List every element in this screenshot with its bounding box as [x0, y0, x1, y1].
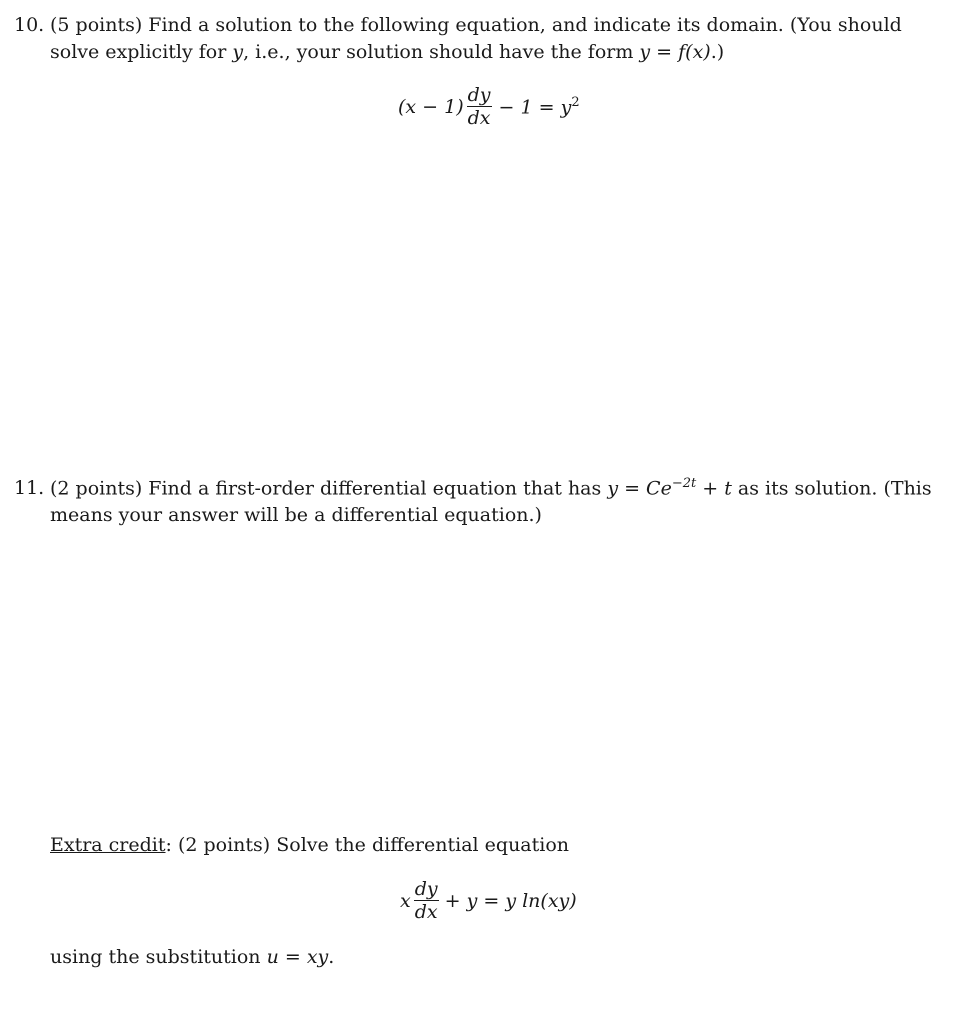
extra-credit-text — [14, 832, 934, 859]
extra-credit-footer: using the substitution u = xy. — [50, 946, 335, 968]
problem-11-line-1: 11. (2 points) Find a first-order differential equation that has $y = Ce^{-2t} + t$ as its solution. (This — [14, 470, 934, 502]
extra-credit-line: Extra credit: (2 points) Solve the differential equation — [50, 834, 570, 856]
extra-credit-label: Extra credit — [50, 834, 166, 856]
problem-10-equation: (x − 1) $\frac{dy}{dx}$ − $1 = y^2$ — [398, 84, 580, 129]
problem-11-line-2: means your answer will be a differential equation.) — [50, 504, 542, 527]
problem-10-line-2: solve explicitly for y, i.e., your solution should have the form y = f(x).) — [50, 41, 725, 63]
problem-11-number: 11. — [14, 477, 45, 500]
problem-11-text — [14, 470, 934, 529]
problem-10-line-1: 10. (5 points) Find a solution to the following equation, and indicate its domain. (You should — [14, 12, 934, 39]
extra-credit-equation: x $\frac{dy}{dx}$ + y = y ln(xy) — [400, 878, 577, 923]
derivative-fraction: $\frac{dy}{dx}$ — [414, 878, 438, 923]
derivative-fraction: $\frac{dy}{dx}$ — [467, 84, 491, 129]
problem-10-text — [14, 12, 934, 66]
problem-10-number: 10. — [14, 14, 45, 36]
